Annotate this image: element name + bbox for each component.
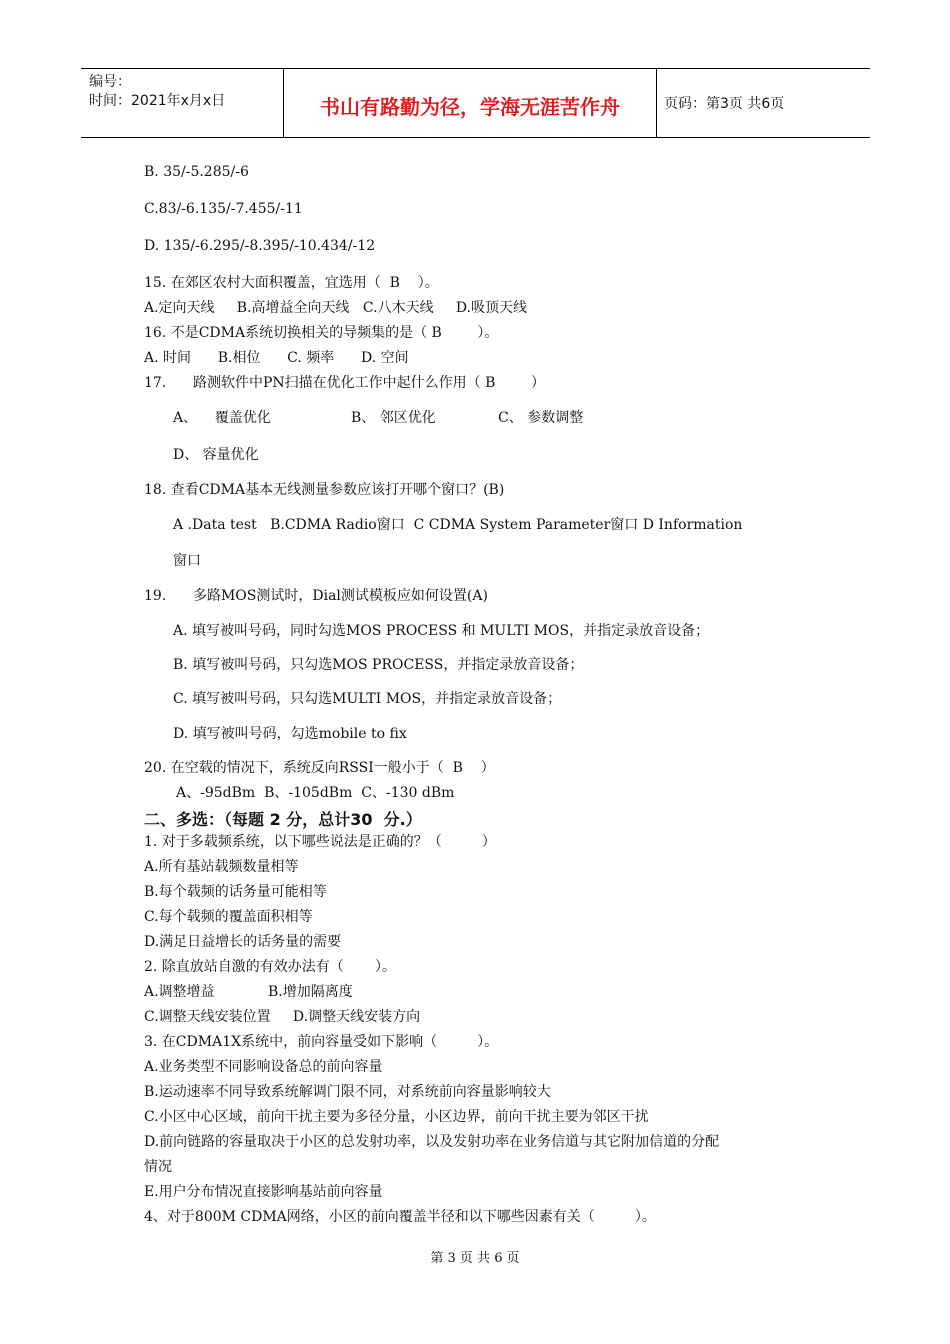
text-line: D. 填写被叫号码，勾选mobile to fix [173,726,407,742]
text-line: A. 填写被叫号码，同时勾选MOS PROCESS 和 MULTI MOS，并指定录放音设备； [173,623,710,639]
question-15: 15. 在郊区农村大面积覆盖，宜选用（ B ）。 [144,275,439,291]
text-line: A.所有基站载频数量相等 [144,859,299,875]
text-line: D、 容量优化 [173,447,259,463]
question-16: 16. 不是CDMA系统切换相关的导频集的是（ B ）。 [144,325,499,341]
text-line: D. 135/-6.295/-8.395/-10.434/-12 [144,238,376,254]
text-line: C.83/-6.135/-7.455/-11 [144,201,303,217]
section-title: 二、多选：（每题 2 分，总计30 分.） [144,810,422,829]
page-footer: 第 3 页 共 6 页 [430,1251,520,1266]
text-line: D.满足日益增长的话务量的需要 [144,934,342,950]
document-time-label: 时间：2021年x月x日 [89,93,226,109]
text-line: C.调整天线安装位置 D.调整天线安装方向 [144,1009,421,1025]
text-line: A、-95dBm B、-105dBm C、-130 dBm [176,785,455,801]
text-line: A.定向天线 B.高增益全向天线 C.八木天线 D.吸顶天线 [144,300,527,316]
text-line: A .Data test B.CDMA Radio窗口 C CDMA System Parameter窗口 D Information [173,517,743,533]
text-line: C.小区中心区域，前向干扰主要为多径分量，小区边界，前向干扰主要为邻区干扰 [144,1109,649,1125]
multi-question-2: 2. 除直放站自激的有效办法有（ ）。 [144,959,396,975]
text-line: 窗口 [173,553,201,569]
header-right-cell [656,69,870,137]
text-line: B. 35/-5.285/-6 [144,164,249,180]
header-page-code: 页码：第3页 共6页 [664,96,785,112]
text-line: B.运动速率不同导致系统解调门限不同，对系统前向容量影响较大 [144,1084,551,1100]
page-header [81,68,870,138]
text-line: D.前向链路的容量取决于小区的总发射功率，以及发射功率在业务信道与其它附加信道的分配 [144,1134,720,1150]
text-line: E.用户分布情况直接影响基站前向容量 [144,1184,383,1200]
text-line: A. 时间 B.相位 C. 频率 D. 空间 [144,350,409,366]
question-18: 18. 查看CDMA基本无线测量参数应该打开哪个窗口？(B) [144,482,505,498]
multi-question-3: 3. 在CDMA1X系统中，前向容量受如下影响（ ）。 [144,1034,499,1050]
text-line: C.每个载频的覆盖面积相等 [144,909,313,925]
header-middle-cell [283,69,657,137]
document-number-label: 编号： [89,74,131,90]
header-motto: 书山有路勤为径，学海无涯苦作舟 [320,95,620,119]
text-line: A、 覆盖优化 B、 邻区优化 C、 参数调整 [173,410,584,426]
question-20: 20. 在空载的情况下，系统反向RSSI一般小于（ B ） [144,760,495,776]
question-19: 19. 多路MOS测试时，Dial测试模板应如何设置(A) [144,588,488,604]
text-line: B.每个载频的话务量可能相等 [144,884,327,900]
text-line: A.业务类型不同影响设备总的前向容量 [144,1059,383,1075]
multi-question-4: 4、对于800M CDMA网络，小区的前向覆盖半径和以下哪些因素有关（ ）。 [144,1209,656,1225]
header-left-cell [81,69,283,137]
question-17: 17. 路测软件中PN扫描在优化工作中起什么作用（ B ） [144,375,545,391]
text-line: A.调整增益 B.增加隔离度 [144,984,353,1000]
text-line: 情况 [144,1159,172,1175]
text-line: C. 填写被叫号码，只勾选MULTI MOS，并指定录放音设备； [173,691,562,707]
text-line: B. 填写被叫号码，只勾选MOS PROCESS，并指定录放音设备； [173,657,584,673]
multi-question-1: 1. 对于多载频系统，以下哪些说法是正确的？（ ） [144,834,496,850]
